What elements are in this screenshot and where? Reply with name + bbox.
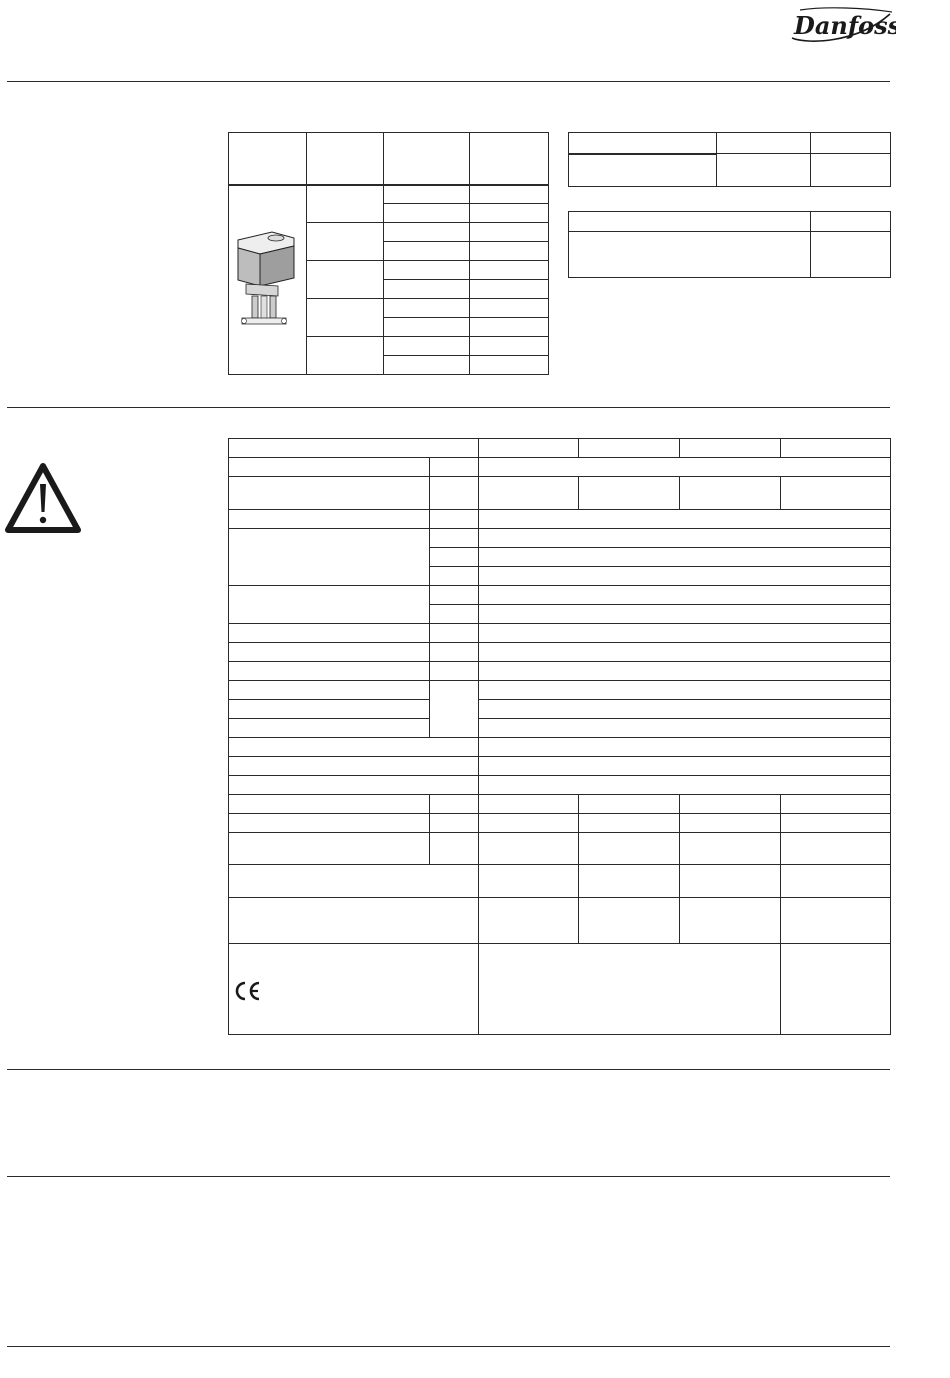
accessories-2-col-line xyxy=(810,211,811,278)
ordering-subrow-line xyxy=(383,241,549,242)
tech-row-line xyxy=(228,585,891,586)
ordering-subrow-line xyxy=(383,355,549,356)
brand-logo xyxy=(786,4,896,48)
tech-row-line xyxy=(228,699,429,700)
tech-row-line xyxy=(228,737,891,738)
ordering-subrow-line xyxy=(383,279,549,280)
ordering-subrow-line xyxy=(383,317,549,318)
tech-col-line xyxy=(578,794,579,943)
accessories-2-header-rule xyxy=(568,231,891,232)
tech-col-line xyxy=(679,438,680,457)
tech-col-line xyxy=(679,476,680,509)
accessories-1-col-line xyxy=(716,132,717,187)
tech-row-line xyxy=(228,897,891,898)
tech-row-line xyxy=(228,813,891,814)
tech-col-line xyxy=(429,794,430,864)
tech-row-line xyxy=(228,794,891,795)
tech-row-line xyxy=(228,832,891,833)
tech-row-line xyxy=(228,623,891,624)
accessories-1-header-rule xyxy=(717,153,891,154)
tech-col-line xyxy=(679,794,680,943)
brand-logo-text: Danfoss xyxy=(794,11,896,40)
actuator-illustration xyxy=(232,226,302,330)
accessories-table-1 xyxy=(568,132,891,187)
tech-row-line xyxy=(478,699,891,700)
section-rule-2 xyxy=(7,1069,890,1070)
tech-row-line xyxy=(228,718,429,719)
footer-rule xyxy=(7,1346,890,1347)
section-rule-1 xyxy=(7,407,890,408)
tech-row-line xyxy=(429,547,891,548)
ordering-subrow-line xyxy=(383,203,549,204)
ordering-row-line xyxy=(306,260,549,261)
ordering-row-line xyxy=(306,336,549,337)
tech-col-line xyxy=(780,794,781,1035)
ordering-row-line xyxy=(306,222,549,223)
tech-row-line xyxy=(478,718,891,719)
tech-row-line xyxy=(228,642,891,643)
tech-col-line xyxy=(429,457,430,737)
tech-row-line xyxy=(228,476,891,477)
tech-row-line xyxy=(228,864,891,865)
section-rule-3 xyxy=(7,1176,890,1177)
ordering-col-line xyxy=(383,132,384,375)
tech-col-line xyxy=(780,438,781,457)
header-rule xyxy=(7,81,890,82)
tech-row-line xyxy=(228,457,891,458)
accessories-table-2 xyxy=(568,211,891,278)
tech-col-line xyxy=(578,438,579,457)
tech-row-line xyxy=(228,680,891,681)
tech-col-line xyxy=(780,476,781,509)
ordering-row-line xyxy=(306,298,549,299)
tech-col-line xyxy=(478,438,479,1035)
tech-row-line xyxy=(228,943,891,944)
ce-mark xyxy=(232,980,262,1002)
tech-row-line xyxy=(429,604,891,605)
ordering-col-line xyxy=(306,132,307,375)
tech-row-line xyxy=(429,566,891,567)
ordering-col-line xyxy=(469,132,470,375)
tech-row-line xyxy=(228,756,891,757)
warning-icon xyxy=(4,462,82,536)
tech-col-line xyxy=(578,476,579,509)
ordering-table-header-rule xyxy=(228,184,549,186)
tech-row-line xyxy=(228,509,891,510)
tech-row-line xyxy=(228,661,891,662)
tech-row-line xyxy=(228,528,891,529)
accessories-1-header-rule xyxy=(568,153,717,155)
accessories-1-col-line xyxy=(810,132,811,187)
tech-row-line xyxy=(228,775,891,776)
